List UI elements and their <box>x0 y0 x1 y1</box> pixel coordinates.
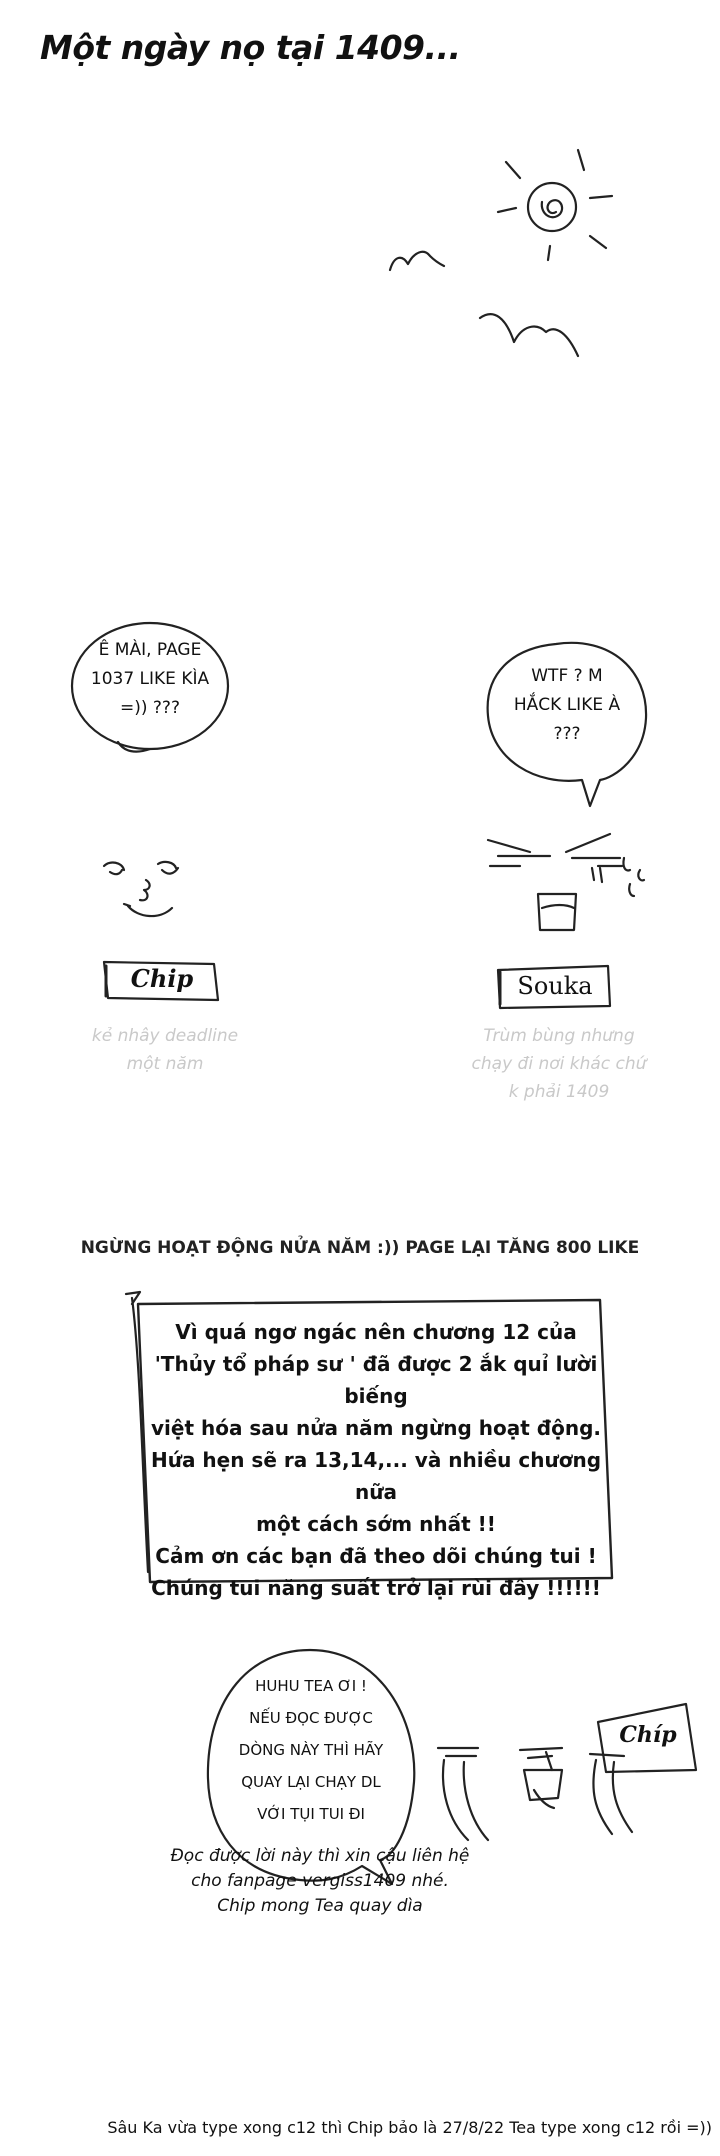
announcement-text: Vì quá ngơ ngác nên chương 12 của 'Thủy tổ pháp sư ' đã được 2 ắk quỉ lười biếng việt hóa sau nửa năm ngừng hoạt động. Hứa hẹn sẽ ra 13,14,... và nhiều chương nữa một cách sớm nhất !! Cảm ơn các bạn đã theo dõi chúng tui ! Chúng tui năng suất trở lại rùi đây !!!!!! <box>150 1320 602 1600</box>
sun-icon <box>498 150 612 260</box>
bird-icon <box>480 314 578 356</box>
tea-bubble-text: HUHU TEA ƠI ! NẾU ĐỌC ĐƯỢC DÒNG NÀY THÌ HÃY QUAY LẠI CHẠY DL VỚI TỤI TUI ĐI <box>238 1677 384 1823</box>
bird-icon <box>390 252 444 270</box>
headline: NGỪNG HOẠT ĐỘNG NỬA NĂM :)) PAGE LẠI TĂNG 800 LIKE <box>80 1238 640 1258</box>
page-title: Một ngày nọ tại 1409... <box>40 28 461 67</box>
souka-caption: Trùm bùng nhưng chạy đi nơi khác chứ k phải 1409 <box>471 1026 647 1102</box>
souka-bubble-text: WTF ? M HẮCK LIKE À ??? <box>513 666 621 744</box>
chip-bubble-text: Ê MÀI, PAGE 1037 LIKE KÌA =)) ??? <box>90 640 210 718</box>
sad-figures-icon <box>438 1748 632 1840</box>
footer-note: Sâu Ka vừa type xong c12 thì Chip bảo là 27/8/22 Tea type xong c12 rồi =)) <box>107 2118 712 2137</box>
contact-note: Đọc được lời này thì xin cậu liên hệ cho fanpage vergiss1409 nhé. Chip mong Tea quay dìa <box>170 1846 470 1916</box>
chip-name-tag: Chip <box>130 964 194 993</box>
chip-name-tag-2: Chíp <box>619 1722 677 1748</box>
chip-face-icon <box>104 862 178 916</box>
chip-caption: kẻ nhây deadline một năm <box>91 1026 239 1074</box>
souka-name-tag: Souka <box>517 972 593 1000</box>
souka-face-icon <box>488 834 644 930</box>
